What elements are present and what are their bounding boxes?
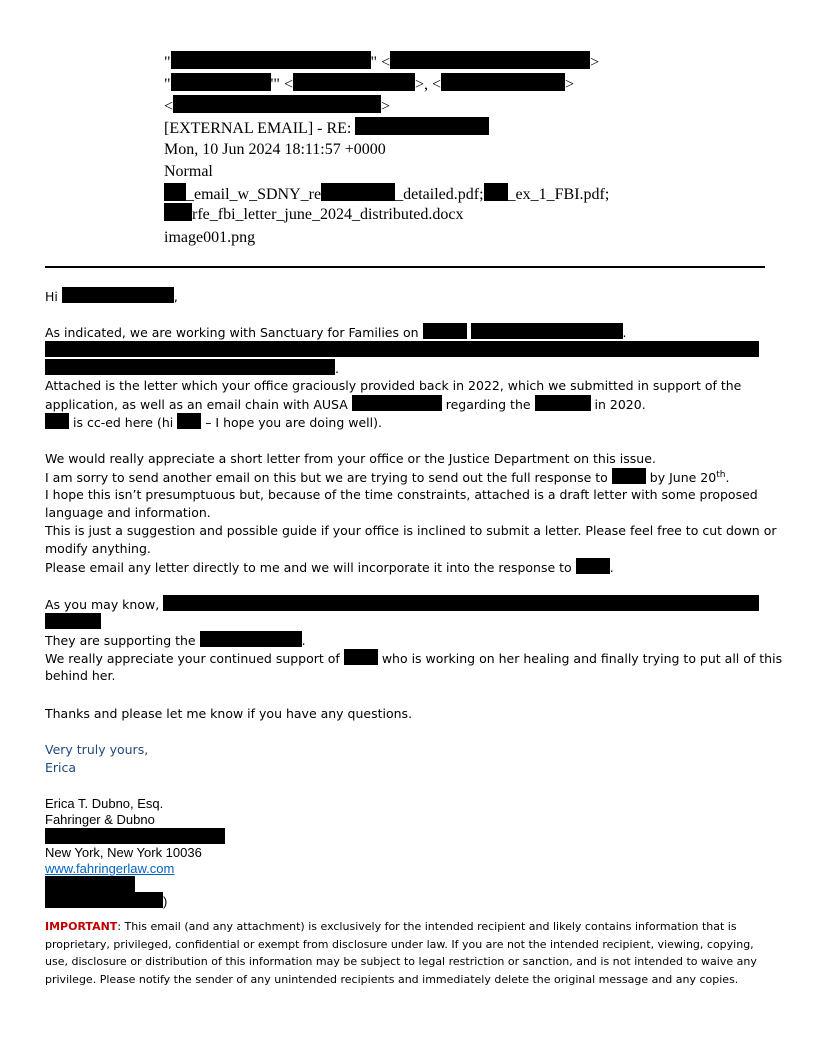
notice-text: : This email (and any attachment) is exclusively for the intended recipient and likely contains information that is proprietary, privileged, confidential or exempt from disclosure under law. If you are not the intended recipient, viewing, copying, use, disclosure or distribution of this information may be subject to legal restriction or sanction, and is not intended to waive any privilege. Please notify the sender of any unintended recipients and immediately delete the original message and any copies. — [45, 920, 757, 986]
paragraph-line: Thanks and please let me know if you have any questions. — [45, 706, 413, 721]
paragraph-line — [45, 413, 382, 432]
attachment-name[interactable]: rfe_fbi_letter_june_2024_distributed.docx — [192, 206, 464, 223]
text: regarding the — [445, 397, 531, 412]
text: They are supporting the — [45, 633, 196, 648]
redaction — [45, 892, 163, 908]
paragraph-line: . — [45, 359, 339, 378]
redaction — [45, 359, 335, 375]
paragraph-line: modify anything. — [45, 541, 151, 556]
redaction — [321, 183, 395, 201]
paragraph-line: This is just a suggestion and possible guide if your office is inclined to submit a letter. Please feel free to cut down or — [45, 523, 777, 538]
redaction — [344, 649, 378, 665]
paragraph-line — [45, 341, 759, 360]
redaction — [441, 73, 565, 91]
redaction — [293, 73, 415, 91]
text: by June 20 — [649, 470, 717, 485]
paragraph-line: I hope this isn’t presumptuous but, because of the time constraints, attached is a draft letter with some proposed — [45, 487, 758, 502]
paragraph-line — [45, 323, 627, 342]
closing: Very truly yours, — [45, 742, 149, 757]
paragraph-line — [45, 613, 101, 632]
paragraph-line: We would really appreciate a short letter from your office or the Justice Department on this issue. — [45, 451, 656, 466]
paragraph-line — [45, 395, 646, 414]
redaction — [471, 323, 623, 339]
redaction — [355, 117, 489, 135]
attachment-name[interactable]: _email_w_SDNY_re — [186, 186, 322, 203]
text: As you may know, — [45, 597, 160, 612]
paragraph-line: They are supporting the . — [45, 633, 306, 648]
redaction — [390, 51, 590, 69]
redaction — [423, 323, 467, 339]
text: I am sorry to send another email on this but we are trying to send out the full response to — [45, 470, 608, 485]
paragraph-line: language and information. — [45, 505, 211, 520]
redaction — [171, 73, 271, 91]
paragraph-line: I am sorry to send another email on this but we are trying to send out the full response to by June 20th. — [45, 469, 730, 485]
text: Please email any letter directly to me and we will incorporate it into the response to — [45, 560, 572, 575]
signature-website-link[interactable]: www.fahringerlaw.com — [45, 861, 175, 876]
greeting-line: Hi , — [45, 289, 178, 304]
paragraph-line — [45, 595, 759, 614]
redaction — [62, 287, 174, 303]
attachment-name[interactable]: _detailed.pdf; — [395, 186, 484, 203]
to-value: " '" < >, < > — [164, 73, 574, 96]
redaction — [200, 631, 302, 647]
redaction — [612, 468, 646, 484]
important-label: IMPORTANT — [45, 920, 118, 933]
redaction — [576, 558, 610, 574]
subject-value — [164, 117, 489, 140]
header-divider — [45, 266, 765, 268]
text: in 2020. — [594, 397, 646, 412]
redaction — [177, 413, 201, 429]
text: . — [622, 325, 627, 340]
redaction — [484, 183, 508, 201]
redaction — [164, 183, 186, 201]
signature-address — [45, 828, 225, 846]
redaction — [45, 828, 225, 844]
text: th — [716, 469, 726, 480]
redaction — [164, 203, 192, 221]
inline-images-value[interactable]: image001.png — [164, 229, 256, 246]
text: who is working on her healing and finally trying to put all of this — [381, 651, 783, 666]
signature-firm: Fahringer & Dubno — [45, 812, 155, 827]
signature-name: Erica T. Dubno, Esq. — [45, 796, 164, 811]
redaction — [45, 613, 101, 629]
redaction — [45, 413, 69, 429]
paragraph-line — [45, 649, 782, 668]
confidentiality-notice — [45, 918, 775, 988]
subject-prefix: [EXTERNAL EMAIL] - RE: — [164, 120, 352, 137]
paragraph-line: Attached is the letter which your office graciously provided back in 2022, which we submitted in support of the — [45, 378, 742, 393]
paragraph-line: Please email any letter directly to me and we will incorporate it into the response to . — [45, 560, 614, 575]
paragraph-line: behind her. — [45, 668, 116, 683]
text: application, as well as an email chain with AUSA — [45, 397, 348, 412]
importance-value: Normal — [164, 163, 213, 180]
text: We really appreciate your continued support of — [45, 651, 340, 666]
text: – I hope you are doing well). — [205, 415, 382, 430]
text: As indicated, we are working with Sanctuary for Families on — [45, 325, 419, 340]
text: ) — [163, 894, 168, 909]
redaction — [173, 95, 381, 113]
redaction — [171, 51, 371, 69]
redaction — [45, 876, 135, 892]
greeting: Hi — [45, 289, 58, 304]
redaction — [163, 595, 759, 611]
redaction — [535, 395, 591, 411]
attachment-name[interactable]: _ex_1_FBI.pdf; — [507, 186, 610, 203]
redaction — [45, 341, 759, 357]
text: is cc-ed here (hi — [72, 415, 174, 430]
closing-name: Erica — [45, 760, 77, 775]
signature-fax — [45, 892, 167, 910]
signature-city: New York, New York 10036 — [45, 845, 202, 860]
cc-value: < > — [164, 95, 390, 118]
date-value: Mon, 10 Jun 2024 18:11:57 +0000 — [164, 141, 386, 158]
from-value: " " < > — [164, 51, 599, 74]
attachments-value-2[interactable] — [164, 203, 463, 226]
redaction — [352, 395, 442, 411]
